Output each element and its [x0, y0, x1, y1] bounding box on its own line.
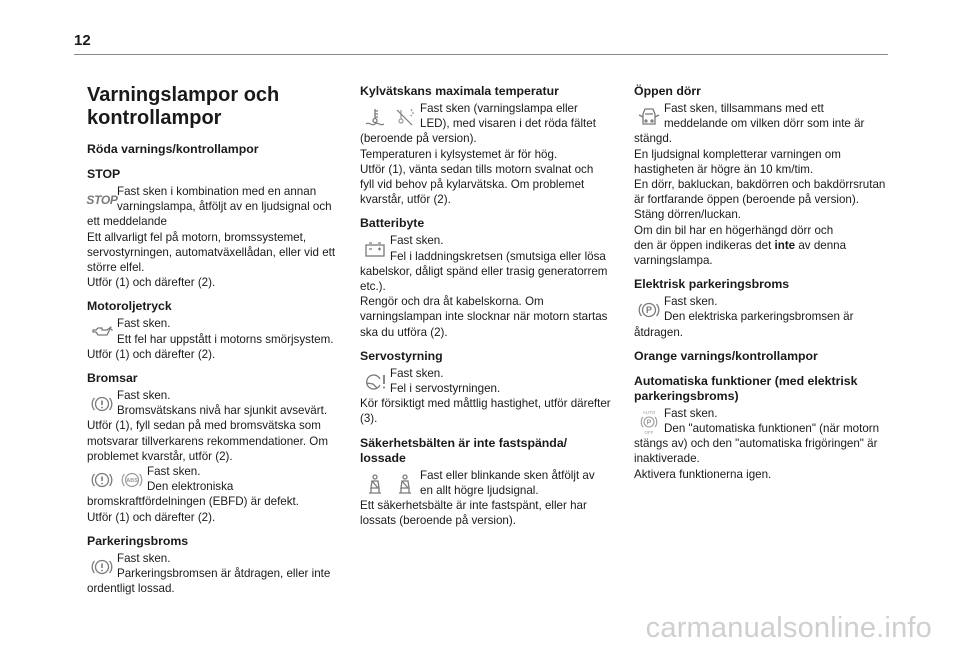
watermark: carmanualsonline.info: [645, 612, 932, 644]
seatbelt-lead-1: Fast eller blinkande sken åtföljt av: [420, 468, 595, 482]
auto-line-3: Aktivera funktionerna igen.: [634, 467, 772, 481]
stop-heading: STOP: [87, 167, 121, 181]
coolant-line-3: Utför (1), vänta sedan tills motorn svalnat och: [360, 162, 594, 176]
steering-lead-2: Fel i servostyrningen.: [390, 382, 501, 396]
parking-lead-2: Parkeringsbromsen är åtdragen, eller inte: [117, 567, 331, 581]
door-lead-2: meddelande om vilken dörr som inte är: [664, 117, 865, 131]
auto-line-2: inaktiverade.: [634, 452, 700, 466]
steering-heading: Servostyrning: [360, 348, 443, 363]
section-coolant: [360, 84, 622, 207]
battery-lead-1: Fast sken.: [390, 234, 444, 248]
door-lead-1: Fast sken, tillsammans med ett: [664, 102, 824, 115]
parking-heading: Parkeringsbroms: [87, 533, 189, 548]
brakes-line-1: Utför (1), fyll sedan på med bromsvätska som: [87, 419, 321, 433]
stop-line-2: Ett allvarligt fel på motorn, bromssystemet,: [87, 230, 307, 244]
auto-heading: [634, 374, 896, 404]
door-line-3: hastigheten är högre än 10 km/tim.: [634, 162, 814, 176]
oil-can-icon: [87, 318, 117, 346]
auto-heading-line-1: Automatiska funktioner (med elektrisk: [634, 373, 858, 388]
brakes-heading: Bromsar: [87, 371, 138, 386]
stop-line-4: större elfel.: [87, 261, 145, 275]
epb-lead-2: Den elektriska parkeringsbromsen är: [664, 310, 854, 324]
battery-line-5: ska du utföra (2).: [360, 325, 448, 339]
coolant-led-icon: [390, 103, 420, 131]
section-open-door: [634, 84, 896, 268]
steering-line-1: Kör försiktigt med måttlig hastighet, utför därefter: [360, 397, 611, 411]
seatbelt-heading: [360, 436, 622, 466]
seatbelt-line-2: lossats (beroende på version).: [360, 514, 516, 528]
door-line-6: Stäng dörren/luckan.: [634, 208, 741, 222]
stop-icon: [87, 186, 117, 214]
brakes-line-2: motsvarar tillverkarens rekommendationer. Om: [87, 434, 328, 448]
section-automatic-functions: [634, 374, 896, 482]
header-divider: [74, 54, 888, 55]
door-line-8-start: den är öppen indikeras det: [634, 238, 775, 252]
battery-lead-2: Fel i laddningskretsen (smutsiga eller lösa: [390, 249, 606, 263]
auto-p-off-icon: [634, 408, 664, 436]
section-oil: [87, 299, 349, 362]
coolant-line-4: fyll vid behov på kylarvätska. Om problemet: [360, 178, 585, 192]
door-line-1: stängd.: [634, 132, 673, 146]
battery-line-4: varningslampan inte slocknar när motorn startas: [360, 310, 608, 324]
brake-warning-icon: [87, 390, 117, 418]
column-right: [634, 84, 896, 491]
door-line-9: varningslampa.: [634, 254, 713, 268]
door-line-5: är fortfarande öppen (beroende på version).: [634, 193, 859, 207]
abs-icon: [117, 466, 147, 494]
parking-brake-icon: [87, 553, 117, 581]
stop-line-1: ett meddelande: [87, 215, 167, 229]
coolant-line-2: Temperaturen i kylsystemet är för hög.: [360, 147, 558, 161]
oil-line-1: Utför (1) och därefter (2).: [87, 347, 216, 361]
coolant-lead-2: LED), med visaren i det röda fältet: [420, 117, 596, 131]
column-left: [87, 84, 349, 605]
oil-heading: Motoroljetryck: [87, 299, 172, 314]
coolant-temperature-icon: [360, 103, 390, 131]
brakes-lead-1: Fast sken.: [117, 389, 171, 403]
auto-line-1: stängs av) och den "automatiska frigöringen" är: [634, 437, 878, 451]
title-line-1: Varningslampor och: [87, 84, 280, 106]
parking-line-1: ordentligt lossad.: [87, 582, 175, 596]
brakes-line2-1: bromskraftfördelningen (EBFD) är defekt.: [87, 495, 299, 509]
svg-text:P: P: [646, 419, 652, 427]
battery-line-2: etc.).: [360, 280, 386, 294]
page-title: [87, 84, 349, 130]
door-line-8: [634, 238, 896, 253]
section-battery: [360, 216, 622, 339]
battery-line-1: kabelskor, dåligt spänd eller trasig generatorrem: [360, 264, 608, 278]
auto-icon-top-text: AUTO: [642, 409, 656, 415]
page-number: 12: [74, 32, 91, 49]
battery-line-3: Rengör och dra åt kabelskorna. Om: [360, 295, 544, 309]
epb-line-1: åtdragen.: [634, 325, 683, 339]
auto-lead-1: Fast sken.: [664, 406, 718, 420]
seatbelt-icon: [360, 470, 390, 498]
door-line-8-bold: inte: [774, 238, 796, 252]
stop-line-3: servostyrningen, automatväxellådan, eller vid ett: [87, 245, 336, 259]
auto-heading-line-2: parkeringsbroms): [634, 388, 739, 403]
seatbelt-heading-line-2: lossade: [360, 450, 406, 465]
svg-text:P: P: [645, 305, 653, 316]
brakes-lead-2: Bromsvätskans nivå har sjunkit avsevärt.: [117, 404, 328, 418]
red-lamps-heading: Röda varnings/kontrollampor: [87, 142, 259, 156]
oil-lead-1: Fast sken.: [117, 317, 171, 331]
door-line-2: En ljudsignal kompletterar varningen om: [634, 147, 841, 161]
brakes-line2-2: Utför (1) och därefter (2).: [87, 510, 216, 524]
stop-lead-1: Fast sken i kombination med en annan: [117, 185, 317, 198]
door-heading: Öppen dörr: [634, 84, 701, 98]
orange-lamps-heading: Orange varnings/kontrollampor: [634, 348, 818, 363]
battery-icon: [360, 235, 390, 263]
epb-heading: Elektrisk parkeringsbroms: [634, 277, 790, 292]
oil-lead-2: Ett fel har uppstått i motorns smörjsystem.: [117, 332, 334, 346]
steering-lead-1: Fast sken.: [390, 366, 444, 380]
stop-icon-text: STOP: [86, 193, 118, 207]
brake-warning-icon: [87, 466, 117, 494]
seatbelt-rear-icon: [390, 470, 420, 498]
auto-icon-bottom-text: OFF: [644, 429, 654, 435]
section-parking-brake: [87, 534, 349, 597]
title-line-2: kontrollampor: [87, 107, 222, 129]
door-line-7: Om din bil har en högerhängd dörr och: [634, 223, 834, 237]
battery-heading: Batteribyte: [360, 216, 425, 231]
column-middle: [360, 84, 622, 537]
section-stop: [87, 167, 349, 290]
brakes-lead2-1: Fast sken.: [147, 465, 201, 479]
brakes-lead2-2: Den elektroniska: [147, 480, 234, 494]
stop-lead-2: varningslampa, åtföljt av en ljudsignal och: [117, 200, 332, 214]
stop-line-5: Utför (1) och därefter (2).: [87, 276, 216, 290]
steering-wheel-warning-icon: [360, 368, 390, 396]
steering-line-2: (3).: [360, 412, 378, 426]
electric-parking-brake-icon: [634, 296, 664, 324]
door-line-8-end: av denna: [795, 238, 847, 252]
door-line-4: En dörr, bakluckan, bakdörren och bakdörrsrutan: [634, 178, 886, 192]
brakes-line-3: problemet kvarstår, utför (2).: [87, 449, 233, 463]
seatbelt-line-1: Ett säkerhetsbälte är inte fastspänt, eller har: [360, 499, 587, 513]
coolant-line-5: kvarstår, utför (2).: [360, 193, 451, 207]
section-brakes: [87, 371, 349, 525]
auto-lead-2: Den "automatiska funktionen" (när motorn: [664, 422, 880, 436]
open-door-icon: [634, 103, 664, 131]
section-seatbelt: [360, 436, 622, 529]
section-electric-parking-brake: [634, 277, 896, 340]
coolant-line-1: (beroende på version).: [360, 132, 477, 146]
section-power-steering: [360, 349, 622, 427]
svg-text:ABS: ABS: [126, 478, 138, 485]
coolant-heading: Kylvätskans maximala temperatur: [360, 84, 559, 98]
seatbelt-heading-line-1: Säkerhetsbälten är inte fastspända/: [360, 435, 568, 450]
parking-lead-1: Fast sken.: [117, 551, 171, 565]
seatbelt-lead-2: en allt högre ljudsignal.: [420, 483, 539, 497]
epb-lead-1: Fast sken.: [664, 295, 718, 309]
coolant-lead-1: Fast sken (varningslampa eller: [420, 102, 578, 115]
